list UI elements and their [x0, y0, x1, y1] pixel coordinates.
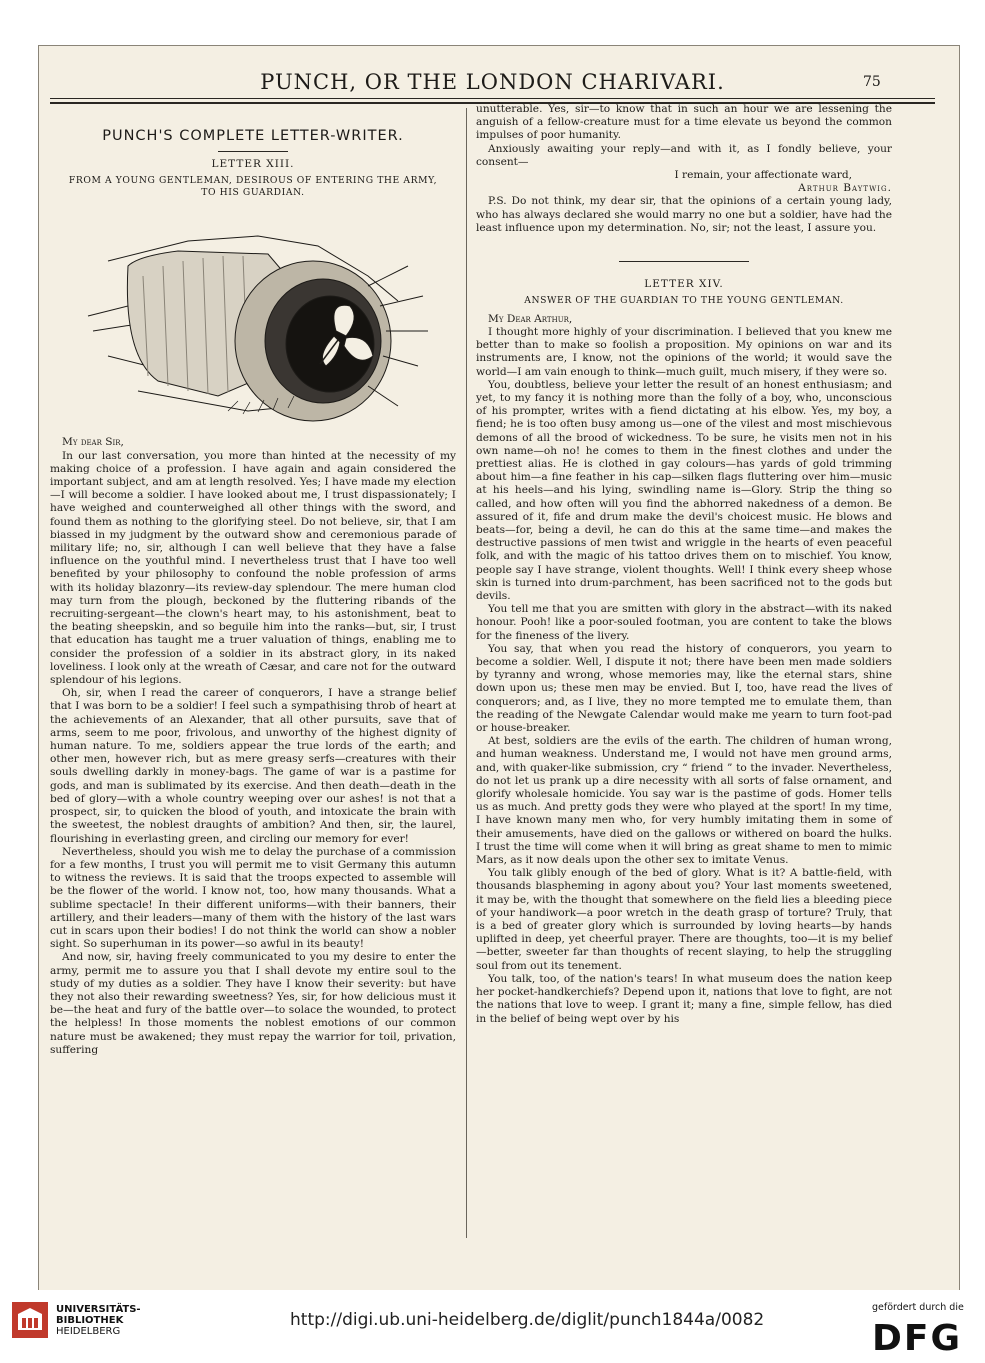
- letter-13-paragraph: And now, sir, having freely communicated to you my desire to enter the army, permit me to assure you that I shall devote my entire soul to the study of my duties as a soldier. They have I know their severity: but have they not also their rewarding sweetness? Yes, sir, for how delicious must it be—the heat and fury of the battle over—to solace the wounded, to protect the helpless! In those moments the noblest emotions of our common nature must be awakened; they must repay the warrior for toil, privation, suffering: [50, 951, 456, 1056]
- dfg-logo: DFG: [872, 1318, 963, 1359]
- letter-13-paragraph: Oh, sir, when I read the career of conquerors, I have a strange belief that I was born to be a soldier! I feel such a sympathising throb of heart at the achievements of an Alexander, that all other pursuits, save that of arms, seem to me poor, frivolous, and unworthy of the highest dignity of human nature. To me, soldiers appear the true lords of the earth; and other men, however rich, but as mere greasy serfs—creatures with their souls dwelling darkly in money-bags. The game of war is a pastime for gods, and man is sublimated by its exercise. And then death—death in the bed of glory—with a whole country weeping over our ashes! is not that a prospect, sir, to quicken the blood of youth, and intoxicate the brain with the sweetest, the noblest draughts of ambition? And then, sir, the laurel, flourishing in everlasting green, and circling our memory for ever!: [50, 687, 456, 845]
- title-rule: [218, 151, 288, 152]
- letter-13-signature: Arthur Baytwig.: [798, 182, 892, 195]
- letter-14-heading: LETTER XIV.: [644, 278, 724, 291]
- letter-14-paragraph: At best, soldiers are the evils of the earth. The children of human wrong, and human weakness. Understand me, I would not have men ground arms, and, with quaker-like submission, cry “ friend ” to the invader. Nevertheless, do not let us prank up a dire necessity with all sorts of false ornament, and glorify wholesale homicide. You say war is the pastime of gods. Homer tells us as much. And pretty gods they were who played at the sport! In my time, I have known many men who, for very humbly imitating them in some of their amusements, have died on the gallows or withered on board the hulks. I trust the time will come when it will bring as great shame to men to mimic Mars, as it now deals upon the other sex to imitate Venus.: [476, 735, 892, 867]
- letter-14-paragraph: I thought more highly of your discrimination. I believed that you knew me better than to make so foolish a proposition. My opinions on war and its instruments are, I know, not the opinions of the world; it would save the world—I am vain enough to think—much guilt, much misery, if they were so.: [476, 325, 892, 378]
- section-rule: [619, 261, 749, 262]
- digital-copy-url[interactable]: http://digi.ub.uni-heidelberg.de/diglit/punch1844a/0082: [290, 1310, 765, 1330]
- uni-name-line: BIBLIOTHEK: [56, 1315, 124, 1326]
- letter-13-closing: Anxiously awaiting your reply—and with it, as I fondly believe, your consent—: [476, 142, 892, 168]
- letter-14-paragraph: You talk, too, of the nation's tears! In what museum does the nation keep her pocket-handkerchiefs? Depend upon it, nations that love to fight, are not the nations that love to weep. I grant it; many a fine, simple fellow, has died in the belief of being wept over by his: [476, 972, 892, 1025]
- left-column: [50, 112, 456, 1057]
- letter-13-continuation: unutterable. Yes, sir—to know that in such an hour we are lessening the anguish of a fellow-creature must for a time elevate us beyond the common impulses of poor humanity.: [476, 103, 892, 142]
- page-number: 75: [863, 74, 881, 90]
- letter-13-paragraph: In our last conversation, you more than hinted at the necessity of my making choice of a profession. I have again and again considered the important subject, and am at length resolved. Yes; I have made my election—I will become a soldier. I have looked about me, I trust dispassionately; I have weighed and counterweighed all other things with the sword, and found them as nothing to the glorifying steel. Do not believe, sir, that I am biassed in my judgment by the outward show and ceremonious parade of military life; no, sir, although I can well believe that they have a false influence on the youthful mind. I nevertheless trust that I have too well benefited by your philosophy to confound the noble profession of arms with its holiday blazonry—its review-day splendour. The mere human clod may turn from the plough, beckoned by the fluttering ribands of the recruiting-sergeant—the clown's heart may, to his astonishment, beat to the beating sheepskin, and so beguile him into the ranks—but, sir, I trust that education has taught me a truer valuation of things, enabling me to consider the profession of a soldier in its abstract glory, in its naked loveliness. I look only at the wreath of Cæsar, and care not for the outward splendour of his legions.: [50, 449, 456, 687]
- letter-13-valediction: I remain, your affectionate ward,: [674, 169, 852, 182]
- running-title: PUNCH, OR THE LONDON CHARIVARI.: [260, 70, 725, 94]
- letter-14-subtitle: ANSWER OF THE GUARDIAN TO THE YOUNG GENTLEMAN.: [524, 295, 844, 307]
- column-divider: [466, 108, 467, 1238]
- letter-13-subtitle: FROM A YOUNG GENTLEMAN, DESIROUS OF ENTERING THE ARMY, TO HIS GUARDIAN.: [68, 175, 438, 198]
- university-library-logo-icon: [10, 1300, 50, 1340]
- letter-13-heading: LETTER XIII.: [211, 158, 295, 171]
- university-library-name: [56, 1304, 141, 1337]
- letter-14-paragraph: You talk glibly enough of the bed of glory. What is it? A battle-field, with thousands blaspheming in agony about you? Your last moments sweetened, it may be, with the thought that somewhere on the field lies a bleeding piece of your handiwork—a poor wretch in the death grasp of torture? Truly, that is a bed of greater glory which is surrounded by loving hearts—by hands uplifted in deep, yet cheerful prayer. There are thoughts, too—it is my belief—better, sweeter far than thoughts of recent slaying, to help the struggling soul from out its tenement.: [476, 867, 892, 972]
- digitization-footer: [0, 1290, 985, 1363]
- letter-14-paragraph: You, doubtless, believe your letter the result of an honest enthusiasm; and yet, to my fancy it is nothing more than the folly of a boy, who, unconscious of his prompter, writes with a fiend dictating at his elbow. Yes, my boy, a fiend; he is too often busy among us—one of the vilest and most mischievous demons of all the brood of wickedness. To be sure, he visits men not in his own name—oh no! he comes to them in the finest clothes and under the prettiest alias. He is clothed in gay colours—has yards of gold trimming about him—a fine feather in his cap—silken flags fluttering over him—music at his heels—and his lying, swindling name is—Glory. Strip the thing so called, and how often will you find the abhorred nakedness of a demon. Be assured of it, fife and drum make the devil's choicest music. He blows and beats—for, being a devil, he can do this at the same time—and makes the destructive passions of men twist and wriggle in the hearts of even peaceful folk, and with the magic of his tattoo drives them on to mischief. You know, people say I have strange, violent thoughts. Well! I think every sheep whose skin is turned into drum-parchment, has been sacrificed not to the gods but devils.: [476, 378, 892, 602]
- funding-note: gefördert durch die: [872, 1302, 964, 1313]
- letter-13-salutation: My dear Sir,: [62, 436, 124, 449]
- letter-13-paragraph: Nevertheless, should you wish me to delay the purchase of a commission for a few months, I trust you will permit me to visit Germany this autumn to witness the reviews. It is said that the troops expected to assemble will be the flower of the world. I know not, too, how many thousands. What a sublime spectacle! In their different uniforms—with their banners, their artillery, and their leaders—many of them with the history of the last wars cut in scars upon their bodies! I do not think the world can show a nobler sight. So superhuman in its power—so awful in its beauty!: [50, 845, 456, 951]
- letter-14-paragraph: You say, that when you read the history of conquerors, you yearn to become a soldier. Well, I dispute it not; there have been men made soldiers by tyranny and wrong, whose memories may, like the eternal stars, shine down upon us; these men may be envied. But I, too, have read the lives of conquerors; and, as I live, they no more tempted me to emulate them, than the reading of the Newgate Calendar would make me yearn to turn foot-pad or house-breaker.: [476, 642, 892, 735]
- right-column: [476, 103, 892, 1026]
- header-rule: [50, 98, 935, 99]
- letter-14-paragraph: You tell me that you are smitten with glory in the abstract—with its naked honour. Pooh! like a poor-souled footman, you are content to take the blows for the fineness of the livery.: [476, 603, 892, 642]
- letter-14-salutation: My Dear Arthur,: [488, 312, 573, 325]
- uni-name-line: UNIVERSITÄTS-: [56, 1304, 141, 1315]
- cannon-with-butterfly-illustration: [68, 206, 438, 426]
- section-title: PUNCH'S COMPLETE LETTER-WRITER.: [102, 128, 404, 144]
- letter-13-postscript: P.S. Do not think, my dear sir, that the opinions of a certain young lady, who has always declared she would marry no one but a soldier, have had the least influence upon my determination. No, sir; not the least, I assure you.: [476, 195, 892, 234]
- uni-name-line: HEIDELBERG: [56, 1326, 121, 1337]
